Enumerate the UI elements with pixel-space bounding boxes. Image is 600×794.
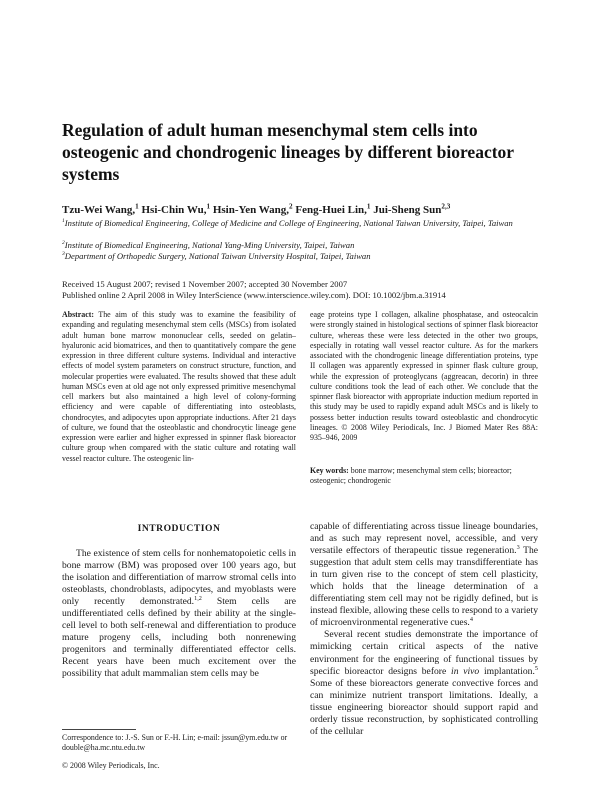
affiliation-mark: 2 xyxy=(62,240,65,247)
abstract-text: The aim of this study was to examine the feasibility of expanding and regulating mesenchymal stem cells (MSCs) from isolated adult human bone marrow mononuclear cells, seeded on gelatin–hyaluronic acid biomatrices, and then to quantitatively compare the gene expression in three different culture systems. Individual and interactive effects of model system parameters on construct structure, function, and molecular properties were evaluated. The results showed that these adult human MSCs even at old age not only expressed primitive mesenchymal cell markers but also maintained a high level of colony-forming efficiency and were capable of differentiating into osteoblasts, chondrocytes, and adipocytes upon appropriate inductions. After 21 days of culture, we found that the osteoblastic and chondrocytic lineage gene expression were earlier and higher expressed in spinner flask bioreactor culture group when compared with the static culture and rotating wall vessel reactor culture. The osteogenic lin- xyxy=(62,310,296,463)
author: Hsin-Yen Wang, xyxy=(210,204,290,216)
author-affil-mark: 1 xyxy=(366,202,371,211)
keywords-label: Key words: xyxy=(310,466,349,475)
author-affil-mark: 2 xyxy=(289,202,293,211)
footnote-rule xyxy=(62,729,136,730)
author: Tzu-Wei Wang, xyxy=(62,204,136,216)
author: Hsi-Chin Wu, xyxy=(138,204,207,216)
paragraph: Several recent studies demonstrate the importance of mimicking certain critical aspects of the native environment for the engineering of functional tissues by specific bioreactor designs before in vivo implantation.$^5$ Some of these bioreactors generate convective forces and can minimize nutrient transport limitations. Ideally, a tissue engineering bioreactor should support rapid and orderly tissue reconstruction, by sophisticated controlling of the cellular xyxy=(310,629,539,737)
author: Jui-Sheng Sun xyxy=(370,204,442,216)
author-affil-mark: 2,3 xyxy=(441,202,451,211)
intro-left-column xyxy=(62,548,296,681)
abstract-right-column xyxy=(310,310,538,443)
keywords-text: bone marrow; mesenchymal stem cells; bioreactor; osteogenic; chondrogenic xyxy=(310,466,512,486)
author-affil-mark: 1 xyxy=(135,202,139,211)
abstract-label: Abstract: xyxy=(62,310,94,319)
copyright-notice: © 2008 Wiley Periodicals, Inc. xyxy=(62,761,160,770)
affiliation-text: Department of Orthopedic Surgery, National Taiwan University Hospital, Taipei, Taiwan xyxy=(64,251,371,261)
affiliation-mark: 1 xyxy=(62,218,65,225)
citation: 3 xyxy=(516,543,520,551)
published-online: Published online 2 April 2008 in Wiley InterScience (www.interscience.wiley.com). DOI: 10.1002/jbm.a.31914 xyxy=(62,290,446,300)
citation: 4 xyxy=(469,616,473,624)
affiliation xyxy=(62,240,542,251)
keywords xyxy=(310,466,538,487)
correspondence-footnote: Correspondence to: J.-S. Sun or F.-H. Lin; e-mail: jssun@ym.edu.tw or double@ha.mc.ntu.edu.tw xyxy=(62,733,288,752)
abstract-text-continued: eage proteins type I collagen, alkaline phosphatase, and osteocalcin were strongly stained in histological sections of spinner flask bioreactor culture, whereas these were less detected in the other two groups, especially in rotating wall vessel reactor culture. As for the markers associated with the chondrogenic lineage differentiation proteins, type II collagen was apparently expressed in spinner flask culture group, while the expression of proteoglycans (aggreacan, decorin) in three culture conditions took the lead of each other. We conclude that the spinner flask bioreactor with appropriate induction medium reported in this study may be used to rapidly expand adult MSCs and is likely to possess better induction results toward osteoblastic and chondrocytic lineages. © 2008 Wiley Periodicals, Inc. J Biomed Mater Res 88A: 935–946, 2009 xyxy=(310,310,538,442)
abstract-left-column xyxy=(62,310,296,464)
affiliation xyxy=(62,218,542,229)
author-list xyxy=(62,204,542,217)
article-title: Regulation of adult human mesenchymal stem cells into osteogenic and chondrogenic lineages by different bioreactor systems xyxy=(62,120,514,184)
citation: 1,2 xyxy=(194,595,202,602)
author-affil-mark: 1 xyxy=(206,202,211,211)
affiliation xyxy=(62,251,542,262)
author: Feng-Huei Lin, xyxy=(292,204,367,216)
paragraph: The existence of stem cells for nonhematopoietic cells in bone marrow (BM) was proposed over 100 years ago, but the isolation and differentiation of marrow stromal cells into osteoblasts, chondroblasts, adipocytes, and myoblasts were only recently demonstrated.$^{1,2}$ Stem cells are undifferentiated cells defined by their ability at the single-cell level to both self-renewal and differentiation to produce mature progeny cells, including both nonrenewing progenitors and terminally differentiated effector cells. Recent years have been much excitement over the possibility that adult mammalian stem cells may be xyxy=(62,548,296,680)
section-heading: INTRODUCTION xyxy=(137,523,221,534)
citation: 5 xyxy=(534,664,539,672)
paragraph: capable of differentiating across tissue lineage boundaries, and as such may represent novel, accessible, and very versatile effectors of therapeutic tissue regeneration.$^3$ The suggestion that adult stem cells may transdifferentiate has in turn given rise to the concept of stem cell plasticity, which holds that the lineage determination of a differentiating stem cell may not be rigidly defined, but is instead flexible, allowing these cells to respond to a variety of microenvironmental regenerative cues.$^4$ xyxy=(310,521,539,629)
affiliation-text: Institute of Biomedical Engineering, College of Medicine and College of Engineering, National Taiwan University, Taipei, Taiwan xyxy=(64,218,513,228)
affiliation-text: Institute of Biomedical Engineering, National Yang-Ming University, Taipei, Taiwan xyxy=(64,240,355,250)
affiliation-mark: 3 xyxy=(62,251,65,258)
received-dates: Received 15 August 2007; revised 1 November 2007; accepted 30 November 2007 xyxy=(62,279,348,289)
intro-right-column xyxy=(310,521,538,738)
